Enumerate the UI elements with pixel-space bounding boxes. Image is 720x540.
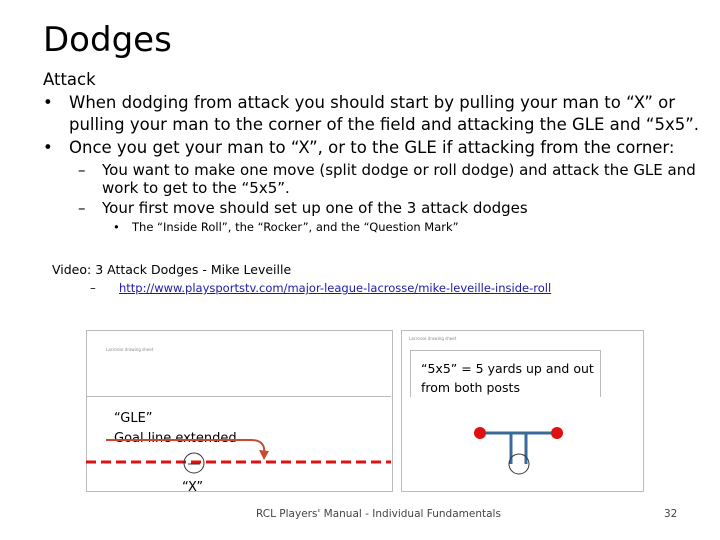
bullet-2	[43, 136, 675, 159]
five-by-five-caption-line-2: from both posts	[421, 380, 520, 395]
bullet-1-continued	[69, 113, 699, 136]
sub-sub-bullet-text: The “Inside Roll”, the “Rocker”, and the “Question Mark”	[132, 220, 459, 234]
sub-sub-bullet-marker: •	[113, 220, 120, 234]
gle-caption: Goal line extended	[114, 431, 237, 446]
sub-bullet-marker: –	[78, 161, 86, 179]
sub-bullet-1-continued	[102, 178, 290, 198]
video-dash: –	[90, 281, 96, 295]
x-label: “X”	[182, 480, 204, 495]
slide-title: Dodges	[43, 20, 172, 60]
video-link[interactable]: http://www.playsportstv.com/major-league-lacrosse/mike-leveille-inside-roll	[119, 281, 552, 295]
dodge-arrow	[106, 440, 264, 454]
sub-bullet-text: Your first move should set up one of the 3 attack dodges	[102, 199, 528, 217]
five-by-five-point-left	[474, 427, 486, 439]
sub-bullet-text: You want to make one move (split dodge or roll dodge) and attack the GLE and	[102, 161, 696, 179]
section-label: Attack	[43, 70, 96, 89]
sub-bullet-1	[78, 160, 696, 180]
bullet-marker: •	[43, 138, 53, 157]
sub-bullet-marker: –	[78, 199, 86, 217]
bullet-marker: •	[43, 93, 53, 112]
sub-bullet-2	[78, 198, 528, 218]
gle-diagram-drawing	[86, 330, 391, 490]
bullet-text: When dodging from attack you should start by pulling your man to “X” or	[69, 93, 675, 112]
diagram-header: Lacrosse drawing sheet	[106, 347, 154, 352]
five-by-five-drawing	[401, 330, 642, 490]
gle-label: “GLE”	[114, 411, 153, 426]
arrow-head-icon	[259, 450, 269, 460]
sub-bullet-text: work to get to the “5x5”.	[102, 179, 290, 197]
sub-sub-bullet	[113, 219, 459, 235]
video-label: Video: 3 Attack Dodges - Mike Leveille	[52, 262, 292, 277]
bullet-1	[43, 91, 675, 114]
bullet-text: Once you get your man to “X”, or to the GLE if attacking from the corner:	[69, 138, 675, 157]
bullet-text: pulling your man to the corner of the field and attacking the GLE and “5x5”.	[69, 115, 700, 134]
five-by-five-point-right	[551, 427, 563, 439]
five-by-five-caption-line-1: “5x5” = 5 yards up and out	[421, 361, 594, 376]
diagram-header: Lacrosse drawing sheet	[409, 336, 457, 341]
page-number: 32	[664, 508, 678, 520]
footer-text: RCL Players' Manual - Individual Fundamentals	[256, 508, 501, 520]
